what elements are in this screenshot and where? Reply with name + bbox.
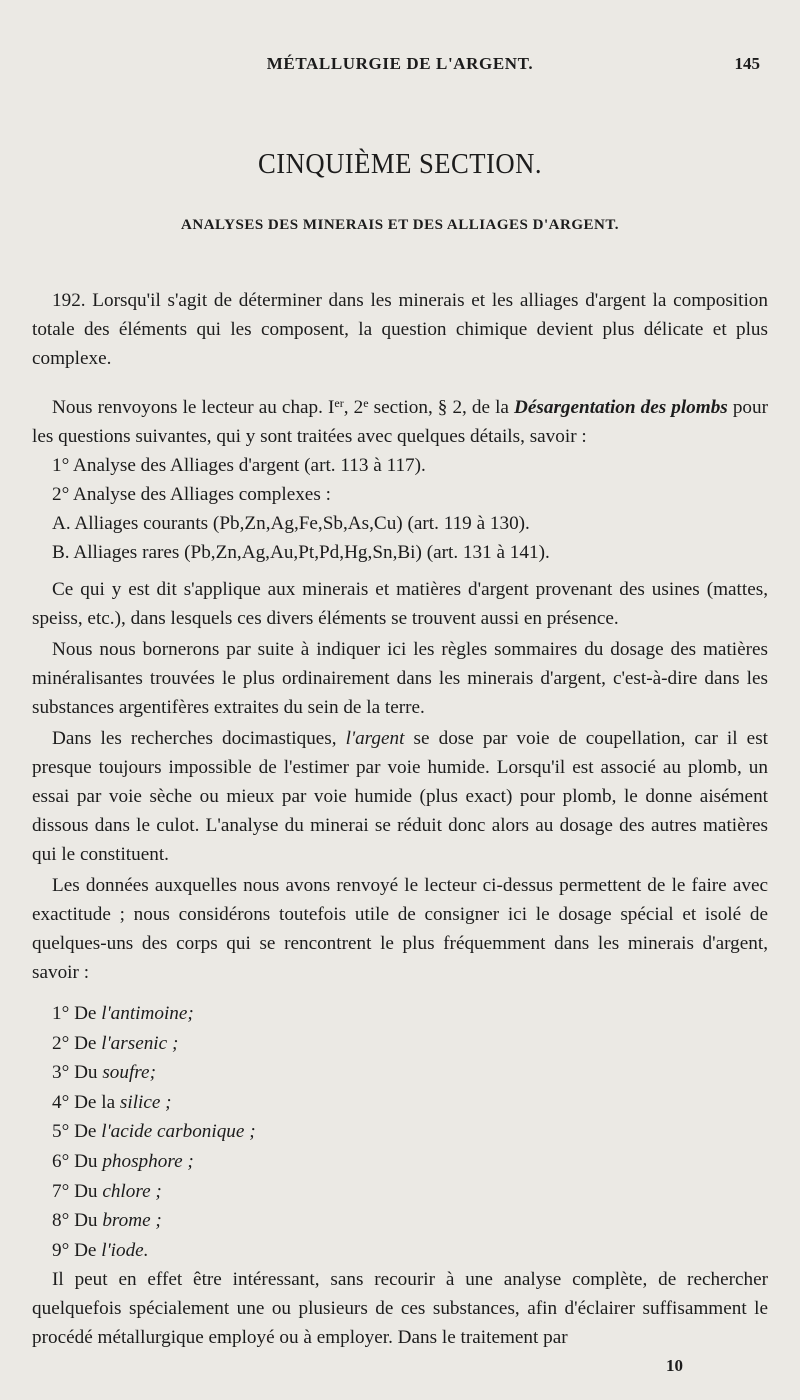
list-item: 5° De l'acide carbonique ; — [52, 1121, 256, 1143]
renvoi-text-3: section, § 2, de la — [368, 397, 515, 418]
body-text — [32, 286, 768, 1352]
paragraph-bornerons: Nous nous bornerons par suite à indiquer ici les règles sommaires du dosage des matières minéralisantes trouvées le plus ordinairement dans les minerais d'argent, c'est-à-dire dans les substances argentifères extraites du sein de la terre. — [32, 639, 768, 718]
paragraph-renvoi — [32, 389, 768, 451]
list-item: 2° De l'arsenic ; — [52, 1032, 179, 1054]
page-number: 145 — [734, 54, 760, 73]
list-line: 2° Analyse des Alliages complexes : — [52, 484, 331, 505]
paragraph-final: Il peut en effet être intéressant, sans recourir à une analyse complète, de rechercher quelquefois spécialement une ou plusieurs de ces substances, afin d'éclairer suffisamment le procédé métallurgique employé ou à employer. Dans le traitement par — [32, 1269, 768, 1349]
list-line: A. Alliages courants (Pb,Zn,Ag,Fe,Sb,As,Cu) (art. 119 à 130). — [52, 513, 530, 534]
list-item: 8° Du brome ; — [52, 1210, 162, 1232]
section-subtitle: ANALYSES DES MINERAIS ET DES ALLIAGES D'ARGENT. — [181, 217, 619, 233]
list-item: 4° De la silice ; — [52, 1091, 172, 1113]
recherches-text-2: se dose par voie de coupellation, car il est presque toujours impossible de l'estimer par voie humide. Lorsqu'il est associé au plomb, un essai par voie sèche ou mieux par voie humide (plus exact) pour plomb, le donne aisément dissous dans le culot. L'analyse du minerai se réduit donc alors au dosage des autres matières qui le constituent. — [32, 728, 768, 865]
running-title: MÉTALLURGIE DE L'ARGENT. — [266, 54, 534, 73]
paragraph-recherches — [32, 724, 768, 869]
paragraph-applique: Ce qui y est dit s'applique aux minerais et matières d'argent provenant des usines (mattes, speiss, etc.), dans lesquels ces divers éléments se trouvent aussi en présence. — [32, 579, 768, 629]
section-title: CINQUIÈME SECTION. — [258, 148, 542, 180]
list-item: 3° Du soufre; — [52, 1062, 156, 1084]
renvoi-text-2: , 2 — [343, 397, 364, 418]
paragraph-192: 192. Lorsqu'il s'agit de déterminer dans les minerais et les alliages d'argent la composition totale des éléments qui les composent, la question chimique devient plus délicate et plus complexe. — [32, 290, 768, 369]
list-line: B. Alliages rares (Pb,Zn,Ag,Au,Pt,Pd,Hg,Sn,Bi) (art. 131 à 141). — [52, 542, 550, 563]
renvoi-book-title: Désargentation des plombs — [514, 397, 728, 418]
element-list — [32, 999, 768, 1265]
list-line: 1° Analyse des Alliages d'argent (art. 113 à 117). — [52, 455, 426, 476]
renvoi-sup-2: e — [363, 396, 369, 410]
list-item: 6° Du phosphore ; — [52, 1150, 194, 1172]
renvoi-text-1: Nous renvoyons le lecteur au chap. I — [52, 397, 335, 418]
renvoi-text-4: pour les questions suivantes, qui y sont traitées avec quelques détails, savoir : — [32, 397, 769, 447]
page-header — [0, 54, 800, 84]
paragraph-donnees: Les données auxquelles nous avons renvoyé le lecteur ci-dessus permettent de le faire avec exactitude ; nous considérons toutefois utile de consigner ici le dosage spécial et isolé de quelques-uns des corps qui se rencontrent le plus fréquemment dans les minerais d'argent, savoir : — [32, 875, 768, 983]
list-item: 9° De l'iode. — [52, 1239, 149, 1261]
recherches-argent: l'argent — [345, 728, 405, 749]
list-item: 7° Du chlore ; — [52, 1180, 162, 1202]
list-item: 1° De l'antimoine; — [52, 1003, 194, 1024]
signature-mark: 10 — [666, 1356, 683, 1375]
recherches-text-1: Dans les recherches docimastiques, — [52, 728, 346, 749]
renvoi-sup-1: er — [334, 396, 344, 410]
